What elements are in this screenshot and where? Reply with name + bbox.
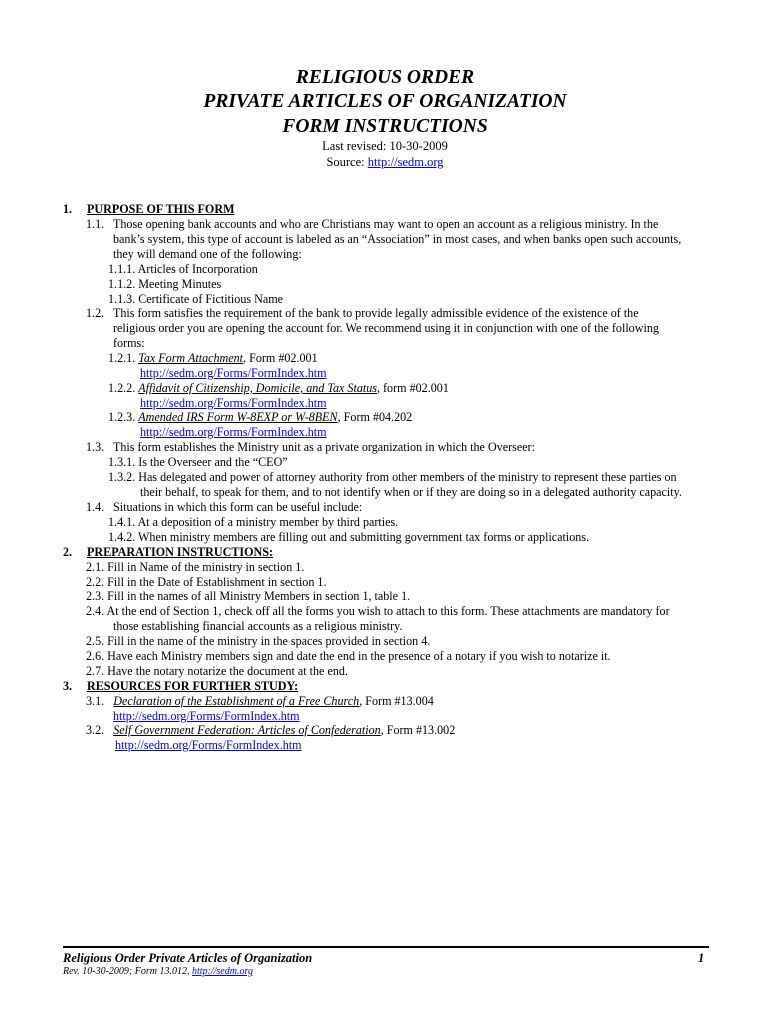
item-1-3-number: 1.3. xyxy=(86,440,105,454)
item-1-1-line-3: they will demand one of the following: xyxy=(113,247,302,261)
item-1-2-line-3: forms: xyxy=(113,336,145,350)
item-3-1-title: Declaration of the Establishment of a Free Church xyxy=(113,694,360,708)
item-1-1-3: 1.1.3. Certificate of Fictitious Name xyxy=(108,292,283,306)
item-2-6: 2.6. Have each Ministry members sign and date the end in the presence of a notary if you wish to notarize it. xyxy=(86,649,611,663)
item-1-2-1-title: Tax Form Attachment xyxy=(138,351,244,365)
item-1-3-2-line-2: their behalf, to speak for them, and to not identify when or if they are doing so in a delegated authority capacity. xyxy=(140,485,682,499)
item-1-3-1: 1.3.1. Is the Overseer and the “CEO” xyxy=(108,455,288,469)
item-1-4-text: Situations in which this form can be useful include: xyxy=(113,500,363,514)
section-3-title: RESOURCES FOR FURTHER STUDY: xyxy=(87,679,299,693)
doc-title-line-3: FORM INSTRUCTIONS xyxy=(282,116,488,137)
item-3-2-number: 3.2. xyxy=(86,723,114,737)
item-3-1-form: , Form #13.004 xyxy=(359,694,434,708)
item-1-2-1-form: , Form #02.001 xyxy=(243,351,318,365)
item-3-1 xyxy=(86,694,434,709)
item-1-4-number: 1.4. xyxy=(86,500,105,514)
footer-link[interactable]: http://sedm.org xyxy=(191,966,253,977)
doc-title-line-1: RELIGIOUS ORDER xyxy=(295,67,475,88)
section-3-number: 3. xyxy=(63,679,73,693)
item-1-2-number: 1.2. xyxy=(86,306,105,320)
item-1-2-2-link[interactable] xyxy=(140,396,327,411)
item-1-3-text: This form establishes the Ministry unit as a private organization in which the Overseer: xyxy=(113,440,535,454)
form-index-link[interactable]: http://sedm.org/Forms/FormIndex.htm xyxy=(140,425,327,439)
item-2-3: 2.3. Fill in the names of all Ministry Members in section 1, table 1. xyxy=(86,589,411,603)
section-2-title: PREPARATION INSTRUCTIONS: xyxy=(87,545,274,559)
item-3-1-number: 3.1. xyxy=(86,694,114,708)
doc-title-line-2: PRIVATE ARTICLES OF ORGANIZATION xyxy=(203,91,567,112)
item-1-2-2 xyxy=(108,381,449,396)
item-1-1-number: 1.1. xyxy=(86,217,105,231)
section-2-heading xyxy=(63,545,274,560)
item-1-2-3-link[interactable] xyxy=(140,425,327,440)
item-1-2-line-2: religious order you are opening the account for. We recommend using it in conjunction with one of the following xyxy=(113,321,659,335)
footer-revision xyxy=(63,966,253,977)
item-1-2-3-title: Amended IRS Form W-8EXP or W-8BEN xyxy=(138,410,338,424)
item-2-4-line-1: 2.4. At the end of Section 1, check off all the forms you wish to attach to this form. These attachments are mandatory for xyxy=(86,604,670,618)
item-1-4-1: 1.4.1. At a deposition of a ministry member by third parties. xyxy=(108,515,399,529)
item-1-2-3 xyxy=(108,410,412,425)
section-3-heading xyxy=(63,679,299,694)
item-1-1-line-1: Those opening bank accounts and who are Christians may want to open an account as a religious ministry. In the xyxy=(113,217,659,231)
item-2-2: 2.2. Fill in the Date of Establishment in section 1. xyxy=(86,575,327,589)
item-1-2-3-number: 1.2.3. xyxy=(108,410,139,424)
item-3-2-link[interactable] xyxy=(115,738,302,753)
section-2-number: 2. xyxy=(63,545,73,559)
item-1-2-1 xyxy=(108,351,318,366)
item-3-2 xyxy=(86,723,455,738)
item-2-1: 2.1. Fill in Name of the ministry in section 1. xyxy=(86,560,305,574)
source-line xyxy=(0,155,770,170)
section-1-number: 1. xyxy=(63,202,73,216)
form-index-link[interactable]: http://sedm.org/Forms/FormIndex.htm xyxy=(140,396,327,410)
item-1-4-2: 1.4.2. When ministry members are filling out and submitting government tax forms or applications. xyxy=(108,530,590,544)
item-1-2-2-form: , form #02.001 xyxy=(376,381,449,395)
footer-title: Religious Order Private Articles of Organization xyxy=(63,951,313,965)
section-1-heading xyxy=(63,202,235,217)
item-1-1-2: 1.1.2. Meeting Minutes xyxy=(108,277,222,291)
item-1-3-2-line-1: 1.3.2. Has delegated and power of attorney authority from other members of the ministry to represent these parties on xyxy=(108,470,677,484)
form-index-link[interactable]: http://sedm.org/Forms/FormIndex.htm xyxy=(115,738,302,752)
item-1-2-1-number: 1.2.1. xyxy=(108,351,139,365)
last-revised: Last revised: 10-30-2009 xyxy=(322,139,448,153)
item-1-2-2-number: 1.2.2. xyxy=(108,381,139,395)
item-2-5: 2.5. Fill in the name of the ministry in the spaces provided in section 4. xyxy=(86,634,431,648)
source-link[interactable]: http://sedm.org xyxy=(367,155,444,169)
item-3-2-title: Self Government Federation: Articles of Confederation xyxy=(113,723,381,737)
form-index-link[interactable]: http://sedm.org/Forms/FormIndex.htm xyxy=(113,709,300,723)
item-1-2-line-1: This form satisfies the requirement of the bank to provide legally admissible evidence of the existence of the xyxy=(113,306,639,320)
item-1-2-3-form: , Form #04.202 xyxy=(337,410,413,424)
item-2-4-line-2: those establishing financial accounts as a religious ministry. xyxy=(113,619,403,633)
item-1-2-1-link[interactable] xyxy=(140,366,327,381)
page-number: 1 xyxy=(698,951,705,965)
footer-revision-text: Rev. 10-30-2009; Form 13.012, xyxy=(63,966,192,977)
item-1-2-2-title: Affidavit of Citizenship, Domicile, and Tax Status xyxy=(138,381,377,395)
item-1-1-1: 1.1.1. Articles of Incorporation xyxy=(108,262,258,276)
item-3-1-link[interactable] xyxy=(113,709,300,724)
form-index-link[interactable]: http://sedm.org/Forms/FormIndex.htm xyxy=(140,366,327,380)
footer-rule xyxy=(63,946,709,948)
item-3-2-form: , Form #13.002 xyxy=(380,723,456,737)
item-1-1-line-2: bank’s system, this type of account is labeled as an “Association” in most cases, and when banks open such accounts, xyxy=(113,232,682,246)
section-1-title: PURPOSE OF THIS FORM xyxy=(87,202,235,216)
item-2-7: 2.7. Have the notary notarize the document at the end. xyxy=(86,664,348,678)
source-label: Source: xyxy=(326,155,368,169)
